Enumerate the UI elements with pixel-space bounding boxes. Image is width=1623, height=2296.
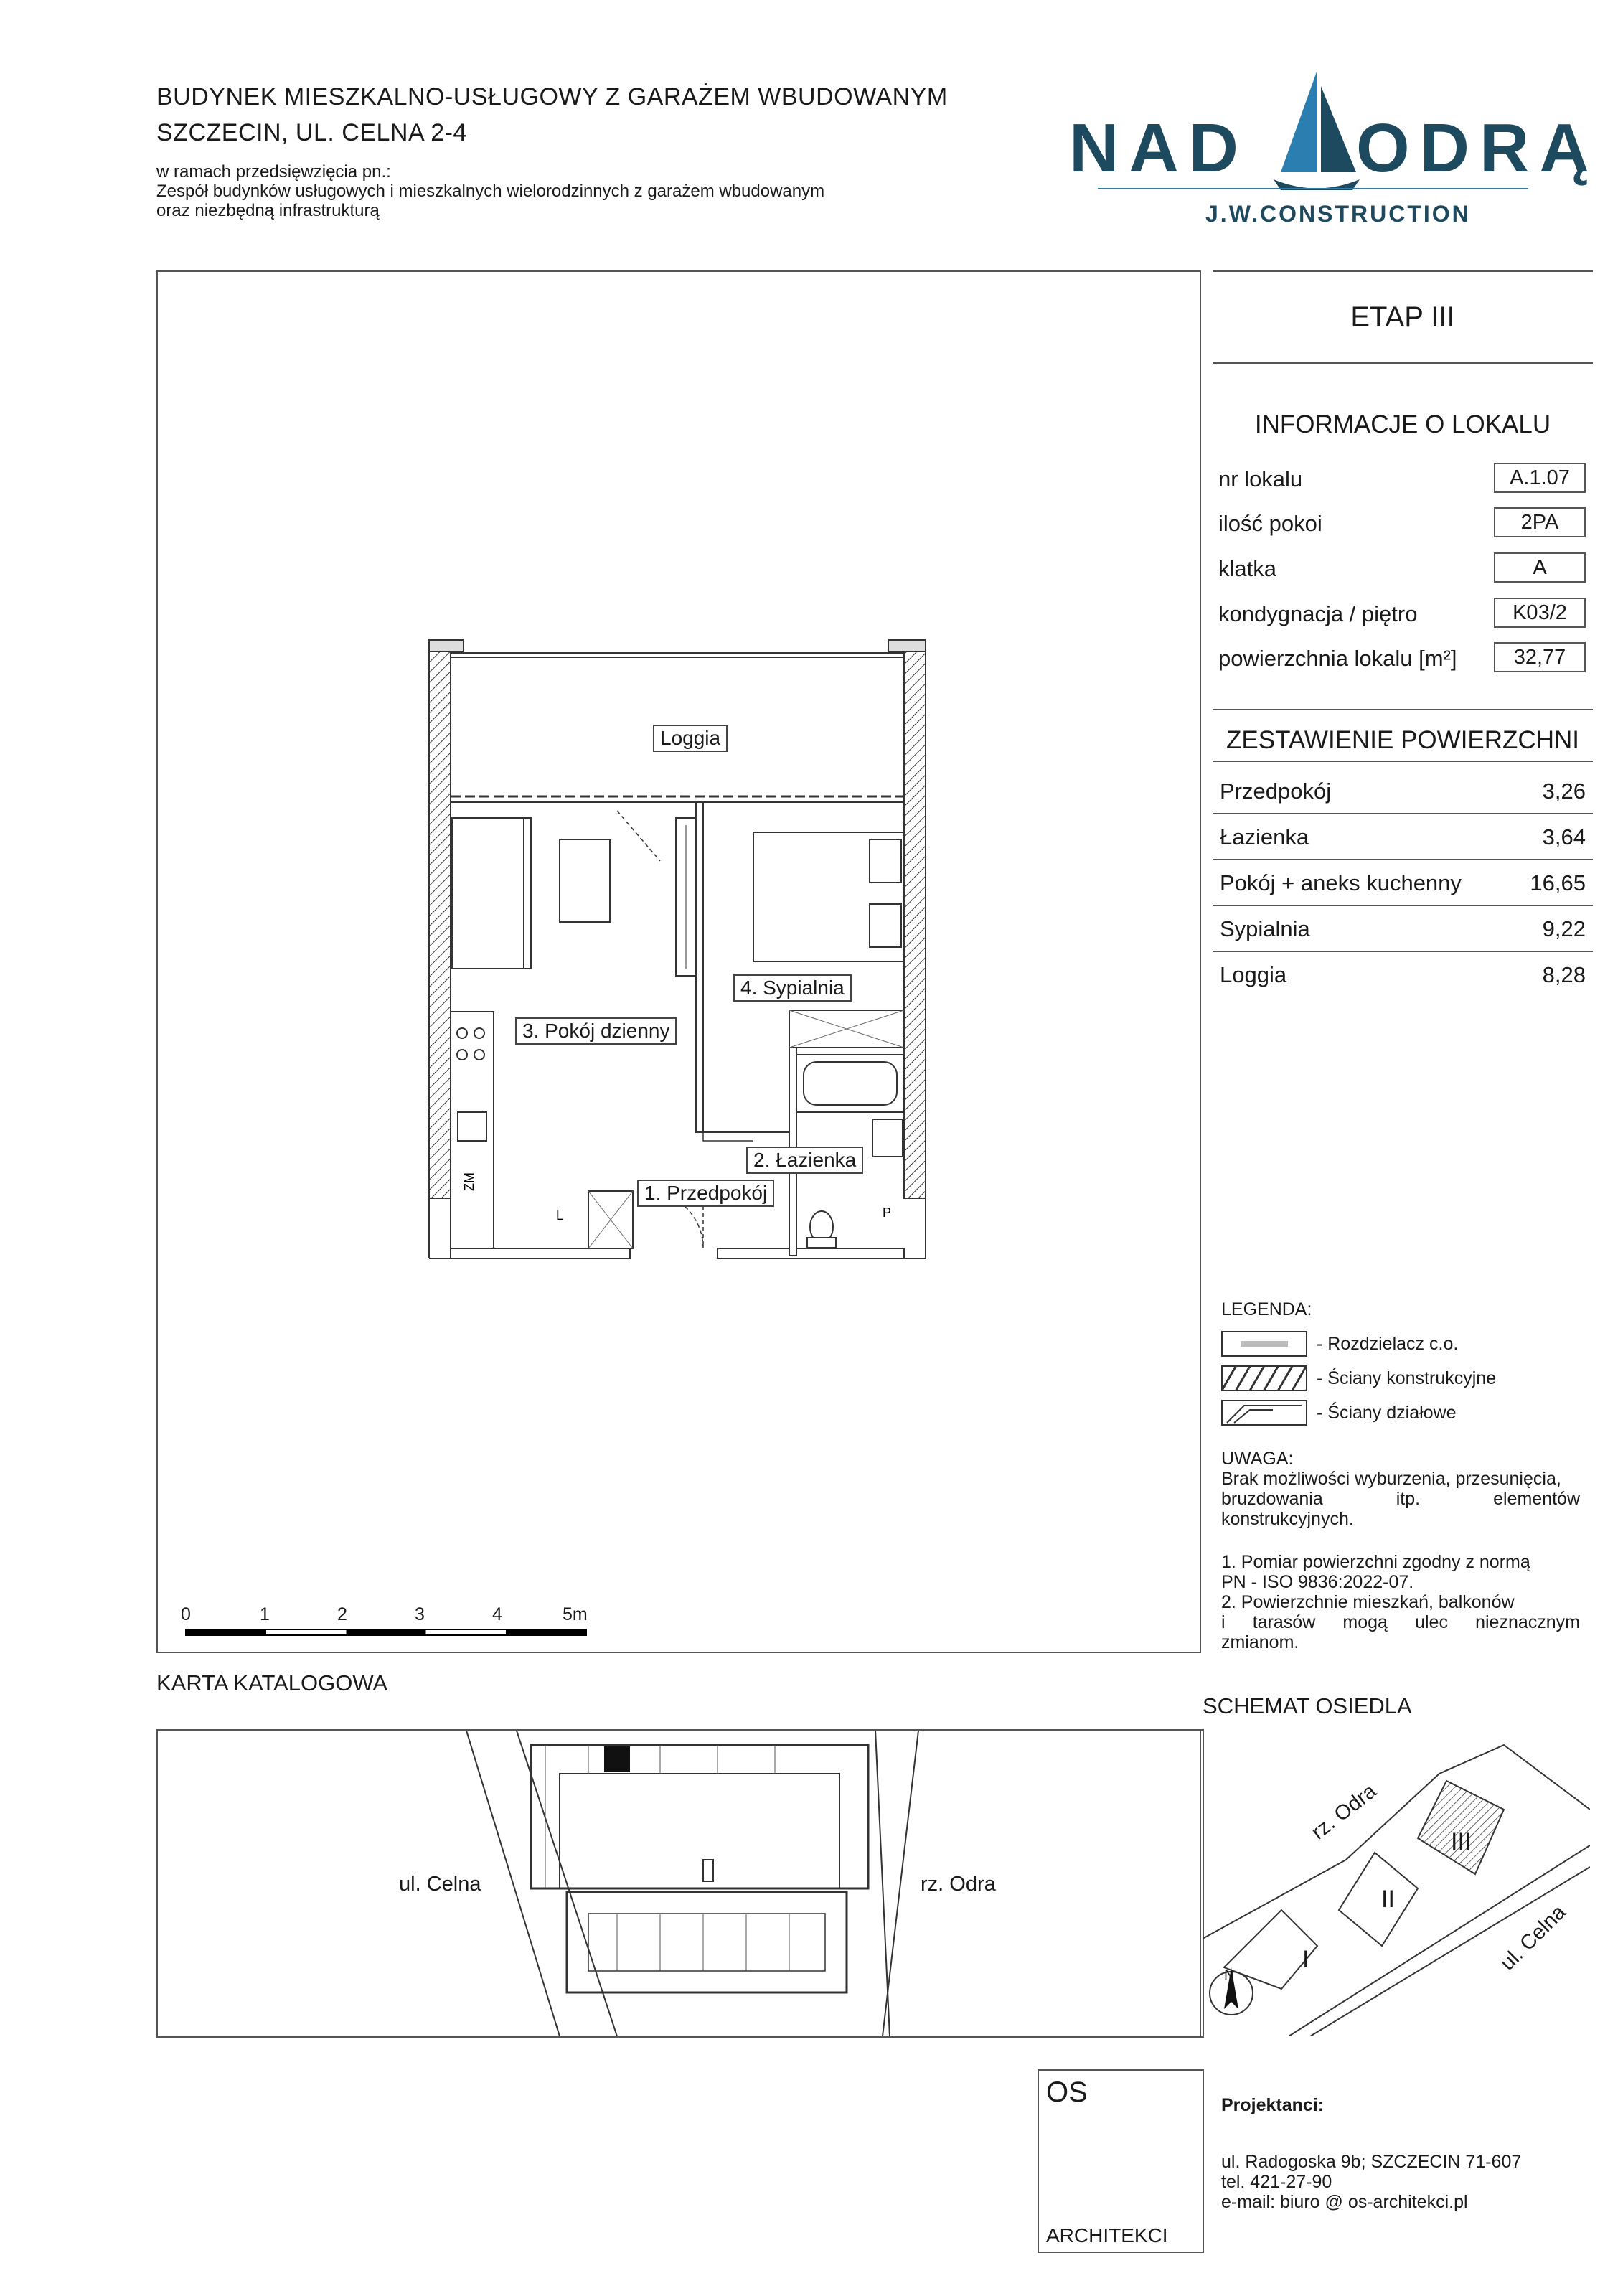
info-value-area: 32,77 xyxy=(1494,642,1586,672)
building-title: BUDYNEK MIESZKALNO-USŁUGOWY Z GARAŻEM WBUDOWANYM xyxy=(156,83,948,110)
legend-heading: LEGENDA: xyxy=(1221,1299,1312,1319)
room-bathroom: 2. Łazienka xyxy=(746,1147,863,1174)
scale-1: 1 xyxy=(260,1604,270,1624)
scheme-building-i: I xyxy=(1302,1946,1309,1973)
notes-line8: zmianom. xyxy=(1221,1632,1299,1652)
sofa xyxy=(452,818,524,969)
schemat-title: SCHEMAT OSIEDLA xyxy=(1203,1693,1412,1718)
designers-email: e-mail: biuro @ os-architekci.pl xyxy=(1221,2192,1468,2212)
notes-heading: UWAGA: xyxy=(1221,1449,1294,1469)
info-value-nr: A.1.07 xyxy=(1494,463,1586,493)
scheme-street: ul. Celna xyxy=(1496,1901,1571,1975)
schemat-divider xyxy=(1200,1729,1201,2038)
sidebar-top-rule xyxy=(1213,270,1593,272)
area-row-bedroom xyxy=(1220,916,1586,942)
fixture-p: P xyxy=(883,1205,892,1220)
project-name-line1: Zespół budynków usługowych i mieszkalnych wielorodzinnych z garażem wbudowanym xyxy=(156,182,825,201)
area-row-bathroom xyxy=(1220,824,1586,850)
scale-3: 3 xyxy=(415,1604,425,1624)
area-rule-1 xyxy=(1213,813,1593,814)
estate-scheme xyxy=(1203,1731,1590,2036)
area-row-loggia xyxy=(1220,962,1586,988)
room-hall: 1. Przedpokój xyxy=(637,1180,774,1207)
logo-divider xyxy=(1098,188,1528,189)
areas-heading: ZESTAWIENIE POWIERZCHNI xyxy=(1226,726,1579,754)
etap-title: ETAP III xyxy=(1350,301,1455,333)
wall-left xyxy=(429,646,451,1198)
scheme-building-iii: III xyxy=(1451,1828,1472,1855)
notes-line7: i tarasów mogą ulec nieznacznym xyxy=(1221,1612,1580,1632)
area-row-hall xyxy=(1220,778,1586,804)
info-heading: INFORMACJE O LOKALU xyxy=(1254,410,1551,438)
area-label-living: Pokój + aneks kuchenny xyxy=(1220,870,1462,895)
legend-label-structural: - Ściany konstrukcyjne xyxy=(1317,1368,1497,1388)
table xyxy=(560,839,610,922)
karta-title: KARTA KATALOGOWA xyxy=(156,1670,388,1695)
room-loggia: Loggia xyxy=(653,725,728,752)
room-bedroom: 4. Sypialnia xyxy=(733,974,852,1002)
areas-top-rule xyxy=(1213,709,1593,710)
area-rule-3 xyxy=(1213,905,1593,906)
room-living: 3. Pokój dzienny xyxy=(515,1017,677,1045)
fixture-zm: ZM xyxy=(462,1172,476,1191)
area-rule-4 xyxy=(1213,951,1593,952)
legend-label-distributor: - Rozdzielacz c.o. xyxy=(1317,1334,1459,1354)
wall-right xyxy=(904,646,926,1198)
site-river-right: rz. Odra xyxy=(921,1873,996,1896)
area-label-hall: Przedpokój xyxy=(1220,778,1332,804)
scale-4: 4 xyxy=(492,1604,502,1624)
info-value-rooms: 2PA xyxy=(1494,507,1586,537)
area-value-bedroom: 9,22 xyxy=(1542,916,1586,941)
building-iii-highlight xyxy=(1418,1781,1504,1874)
scale-bar xyxy=(185,1629,587,1636)
fixture-l: L xyxy=(556,1208,564,1223)
scale-2: 2 xyxy=(337,1604,347,1624)
info-label-floor: kondygnacja / piętro xyxy=(1218,601,1418,626)
area-label-bathroom: Łazienka xyxy=(1220,824,1309,850)
sailboat-icon xyxy=(1266,65,1367,208)
notes-line1: Brak możliwości wyburzenia, przesunięcia, xyxy=(1221,1469,1561,1489)
area-value-bathroom: 3,64 xyxy=(1542,824,1586,850)
info-label-rooms: ilość pokoi xyxy=(1218,511,1322,536)
site-street-left: ul. Celna xyxy=(399,1873,481,1896)
scheme-river: rz. Odra xyxy=(1307,1779,1381,1845)
scheme-north: N xyxy=(1224,1967,1235,1983)
info-label-area: powierzchnia lokalu [m²] xyxy=(1218,646,1457,671)
legend-swatch-partition xyxy=(1221,1400,1307,1426)
designers-phone: tel. 421-27-90 xyxy=(1221,2172,1332,2192)
legend-label-partition: - Ściany działowe xyxy=(1317,1403,1457,1423)
notes-line6: 2. Powierzchnie mieszkań, balkonów xyxy=(1221,1592,1515,1612)
scale-0: 0 xyxy=(181,1604,191,1624)
info-value-floor: K03/2 xyxy=(1494,598,1586,628)
scheme-building-ii: II xyxy=(1381,1886,1395,1913)
nad-odra-logo xyxy=(1069,65,1600,230)
notes-line2: bruzdowania itp. elementów xyxy=(1221,1489,1580,1509)
project-name-line2: oraz niezbędną infrastrukturą xyxy=(156,201,380,220)
areas-heading-rule xyxy=(1213,761,1593,762)
logo-brand-left: NAD xyxy=(1069,110,1248,187)
area-label-loggia: Loggia xyxy=(1220,962,1287,987)
os-logo-text: OS xyxy=(1046,2076,1088,2108)
designers-address: ul. Radogoska 9b; SZCZECIN 71-607 xyxy=(1221,2152,1522,2172)
area-row-living xyxy=(1220,870,1586,896)
area-value-hall: 3,26 xyxy=(1542,778,1586,804)
info-value-klatka: A xyxy=(1494,552,1586,583)
notes-line4: 1. Pomiar powierzchni zgodny z normą xyxy=(1221,1552,1530,1572)
logo-brand-right: ODRĄ xyxy=(1356,110,1599,187)
legend-swatch-structural xyxy=(1221,1365,1307,1391)
area-label-bedroom: Sypialnia xyxy=(1220,916,1310,941)
area-value-living: 16,65 xyxy=(1530,870,1586,895)
info-label-klatka: klatka xyxy=(1218,556,1276,581)
os-architekci: ARCHITEKCI xyxy=(1046,2224,1168,2246)
building-address: SZCZECIN, UL. CELNA 2-4 xyxy=(156,119,467,146)
logo-company: J.W.CONSTRUCTION xyxy=(1205,201,1471,227)
notes-line3: konstrukcyjnych. xyxy=(1221,1509,1354,1529)
legend-swatch-distributor xyxy=(1221,1331,1307,1357)
site-plan xyxy=(158,1731,1203,2036)
scale-5: 5m xyxy=(563,1604,588,1624)
info-label-nr: nr lokalu xyxy=(1218,466,1303,491)
project-intro: w ramach przedsięwzięcia pn.: xyxy=(156,162,391,182)
etap-rule xyxy=(1213,362,1593,364)
notes-line5: PN - ISO 9836:2022-07. xyxy=(1221,1572,1414,1592)
area-value-loggia: 8,28 xyxy=(1542,962,1586,987)
unit-marker xyxy=(604,1746,630,1772)
area-rule-2 xyxy=(1213,859,1593,860)
designers-heading: Projektanci: xyxy=(1221,2095,1325,2115)
